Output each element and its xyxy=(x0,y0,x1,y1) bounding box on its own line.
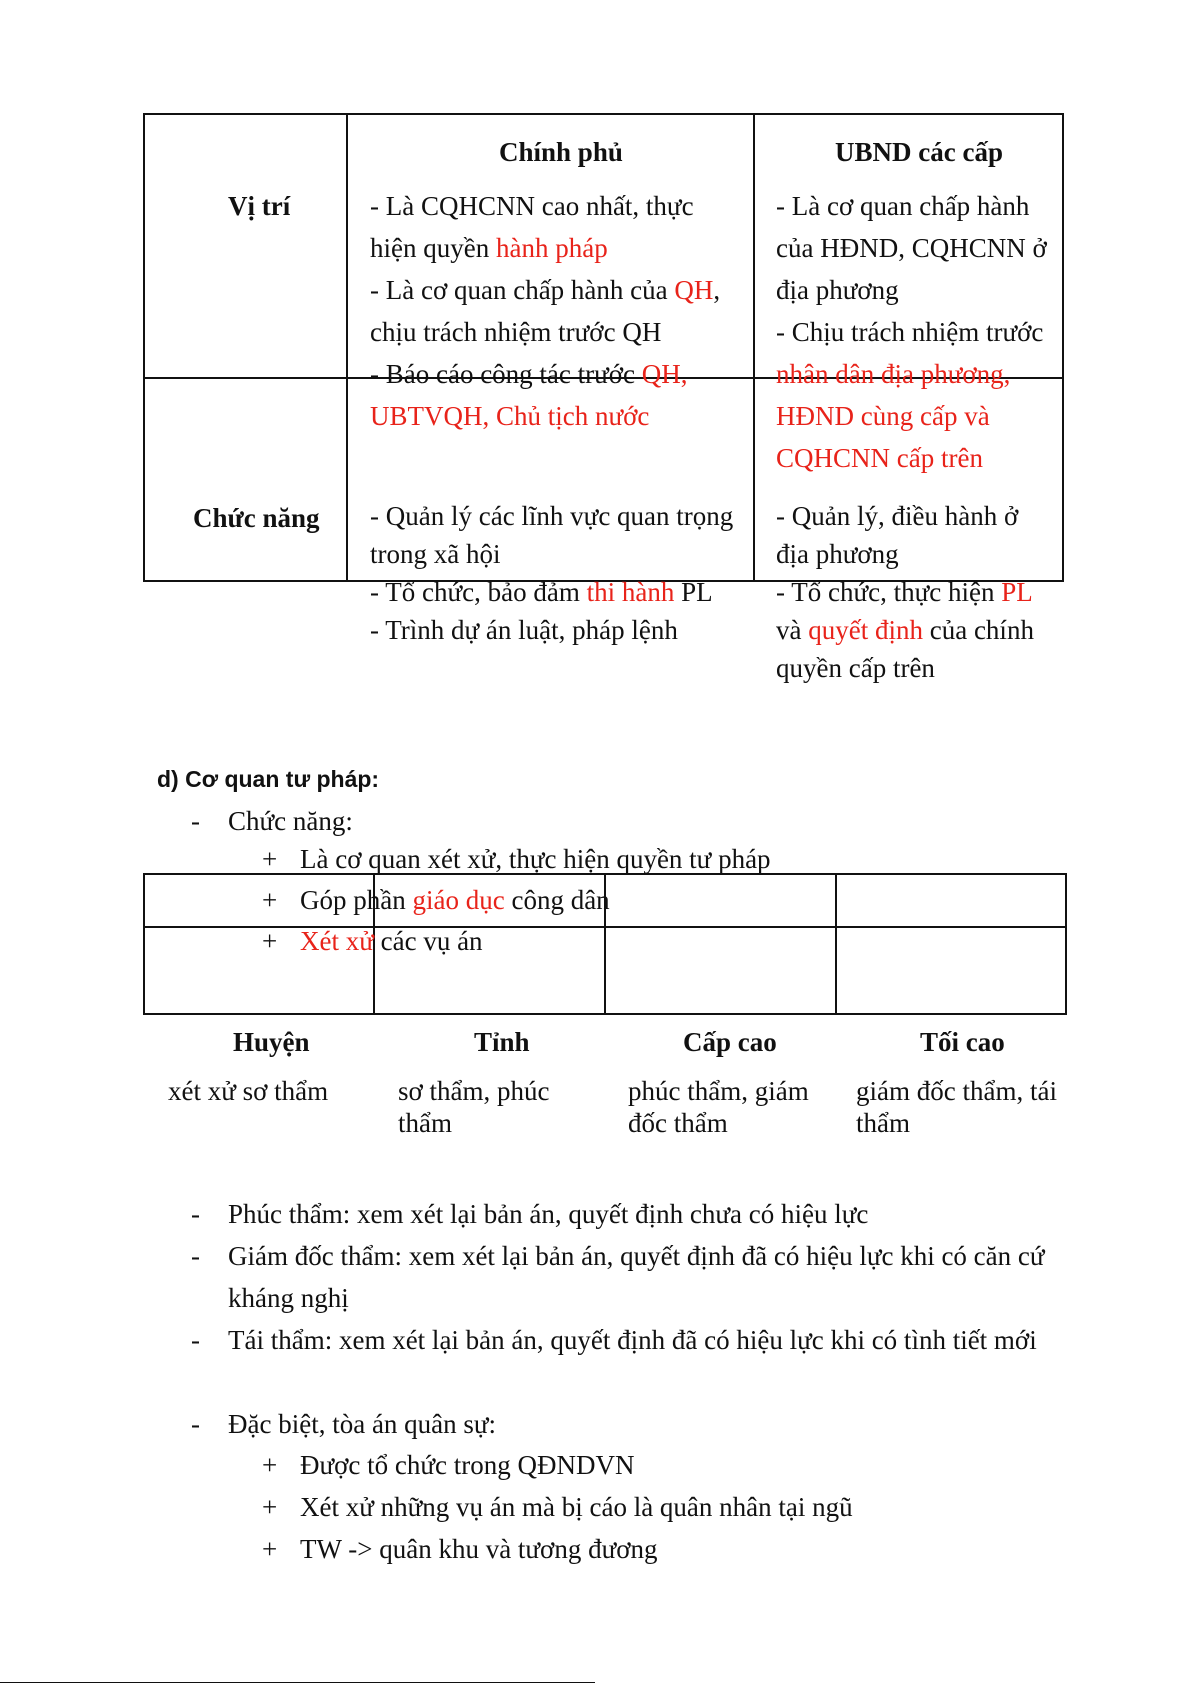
text-line xyxy=(776,649,1034,687)
plain-text: và xyxy=(776,615,809,645)
text-line xyxy=(370,227,720,269)
emphasis-text: QH xyxy=(674,275,714,305)
def-tai-tham: Tái thẩm: xem xét lại bản án, quyết định đã có hiệu lực khi có tình tiết mới xyxy=(228,1325,1037,1355)
plain-text: địa phương xyxy=(776,275,899,305)
text-line xyxy=(776,437,1047,479)
court-header-cap-cao: Cấp cao xyxy=(683,1027,777,1057)
text-line: sơ thẩm, phúc xyxy=(398,1076,550,1106)
section-d-dash-marker: - xyxy=(191,806,200,836)
function-item xyxy=(300,838,771,880)
court-value-huyen xyxy=(168,1075,328,1107)
court-header-tinh: Tỉnh xyxy=(474,1027,530,1057)
text-line: giám đốc thẩm, tái xyxy=(856,1076,1057,1106)
plain-text: - Quản lý các lĩnh vực quan trọng xyxy=(370,501,734,531)
plus-marker: + xyxy=(262,926,278,956)
plain-text: của chính xyxy=(922,615,1034,645)
dash-marker: - xyxy=(191,1325,200,1355)
text-line xyxy=(370,353,720,395)
emphasis-text: CQHCNN cấp trên xyxy=(776,443,983,473)
table1-col-divider-2 xyxy=(753,113,755,582)
table2-row-divider xyxy=(143,926,1067,928)
plain-text: công dân xyxy=(504,885,610,915)
ubnd-position-text xyxy=(776,185,1047,479)
plain-text: địa phương xyxy=(776,539,899,569)
def-giam-doc-tham: Giám đốc thẩm: xem xét lại bản án, quyết định đã có hiệu lực khi có căn cứ xyxy=(228,1241,1045,1271)
section-d-function-label: Chức năng: xyxy=(228,806,353,836)
plain-text: - Chịu trách nhiệm trước xyxy=(776,317,1044,347)
table1-col-divider-1 xyxy=(346,113,348,582)
table1-header-gov: Chính phủ xyxy=(499,137,623,167)
text-line xyxy=(370,535,733,573)
plain-text: Là cơ quan xét xử, thực hiện quyền tư pháp xyxy=(300,844,771,874)
table1-row-label-function: Chức năng xyxy=(193,503,320,533)
plain-text: trong xã hội xyxy=(370,539,501,569)
emphasis-text: hành pháp xyxy=(495,233,608,263)
plain-text: chịu trách nhiệm trước QH xyxy=(370,317,662,347)
plain-text: - Báo cáo công tác trước xyxy=(370,359,642,389)
text-line xyxy=(370,185,720,227)
emphasis-text: QH, xyxy=(641,359,688,389)
def-giam-doc-tham-cont: kháng nghị xyxy=(228,1283,349,1313)
text-line xyxy=(370,611,733,649)
text-line xyxy=(776,353,1047,395)
court-header-huyen: Huyện xyxy=(233,1027,310,1057)
dash-marker: - xyxy=(191,1409,200,1439)
dash-marker: - xyxy=(191,1199,200,1229)
gov-function-text xyxy=(370,497,733,649)
gov-position-text xyxy=(370,185,720,437)
text-line xyxy=(776,185,1047,227)
table2-col-divider-3 xyxy=(835,873,837,1015)
text-line: thẩm xyxy=(398,1108,452,1138)
emphasis-text: quyết định xyxy=(808,615,923,645)
plain-text: , xyxy=(713,275,721,305)
plain-text: - Tổ chức, bảo đảm xyxy=(370,577,587,607)
text-line xyxy=(776,573,1034,611)
plain-text: - Là cơ quan chấp hành xyxy=(776,191,1030,221)
military-item: Xét xử những vụ án mà bị cáo là quân nhân tại ngũ xyxy=(300,1492,853,1522)
table1-row-label-position: Vị trí xyxy=(228,191,291,221)
text-line xyxy=(776,395,1047,437)
text-line xyxy=(776,535,1034,573)
plus-marker: + xyxy=(262,1492,278,1522)
function-item xyxy=(300,879,610,921)
plain-text: - Là cơ quan chấp hành của xyxy=(370,275,675,305)
military-intro: Đặc biệt, tòa án quân sự: xyxy=(228,1409,497,1439)
text-line xyxy=(776,227,1047,269)
function-item xyxy=(300,920,483,962)
text-line: phúc thẩm, giám xyxy=(628,1076,809,1106)
emphasis-text: Xét xử xyxy=(300,926,374,956)
plain-text: - Tổ chức, thực hiện xyxy=(776,577,1002,607)
text-line xyxy=(370,573,733,611)
text-line: xét xử sơ thẩm xyxy=(168,1076,329,1106)
plain-text: - Trình dự án luật, pháp lệnh xyxy=(370,615,678,645)
court-value-cap-cao xyxy=(628,1075,809,1139)
text-line: thẩm xyxy=(856,1108,910,1138)
text-line xyxy=(776,269,1047,311)
emphasis-text: UBTVQH, Chủ tịch nước xyxy=(370,401,650,431)
text-line xyxy=(776,497,1034,535)
text-line xyxy=(370,269,720,311)
plain-text: - Quản lý, điều hành ở xyxy=(776,501,1019,531)
section-d-heading: d) Cơ quan tư pháp: xyxy=(157,766,380,792)
plus-marker: + xyxy=(262,1450,278,1480)
emphasis-text: nhân dân địa phương, xyxy=(776,359,1011,389)
emphasis-text: thi hành xyxy=(586,577,675,607)
court-value-toi-cao xyxy=(856,1075,1057,1139)
text-line xyxy=(370,311,720,353)
plain-text: Góp phần xyxy=(300,885,413,915)
plus-marker: + xyxy=(262,844,278,874)
plain-text: - Là CQHCNN cao nhất, thực xyxy=(370,191,694,221)
plain-text: của HĐND, CQHCNN ở xyxy=(776,233,1047,263)
text-line: đốc thẩm xyxy=(628,1108,728,1138)
footnote-separator xyxy=(0,1682,595,1683)
plain-text: hiện quyền xyxy=(370,233,496,263)
plus-marker: + xyxy=(262,1534,278,1564)
emphasis-text: giáo dục xyxy=(412,885,505,915)
court-value-tinh xyxy=(398,1075,550,1139)
military-item: TW -> quân khu và tương đương xyxy=(300,1534,658,1564)
plain-text: PL xyxy=(674,577,713,607)
text-line xyxy=(370,497,733,535)
def-phuc-tham: Phúc thẩm: xem xét lại bản án, quyết định chưa có hiệu lực xyxy=(228,1199,869,1229)
text-line xyxy=(776,311,1047,353)
plain-text: quyền cấp trên xyxy=(776,653,935,683)
text-line xyxy=(370,395,720,437)
dash-marker: - xyxy=(191,1241,200,1271)
court-header-toi-cao: Tối cao xyxy=(920,1027,1005,1057)
military-item: Được tổ chức trong QĐNDVN xyxy=(300,1450,635,1480)
plain-text: các vụ án xyxy=(373,926,483,956)
text-line xyxy=(776,611,1034,649)
table1-header-ubnd: UBND các cấp xyxy=(835,137,1003,167)
emphasis-text: PL xyxy=(1001,577,1033,607)
ubnd-function-text xyxy=(776,497,1034,687)
plus-marker: + xyxy=(262,885,278,915)
emphasis-text: HĐND cùng cấp và xyxy=(776,401,990,431)
